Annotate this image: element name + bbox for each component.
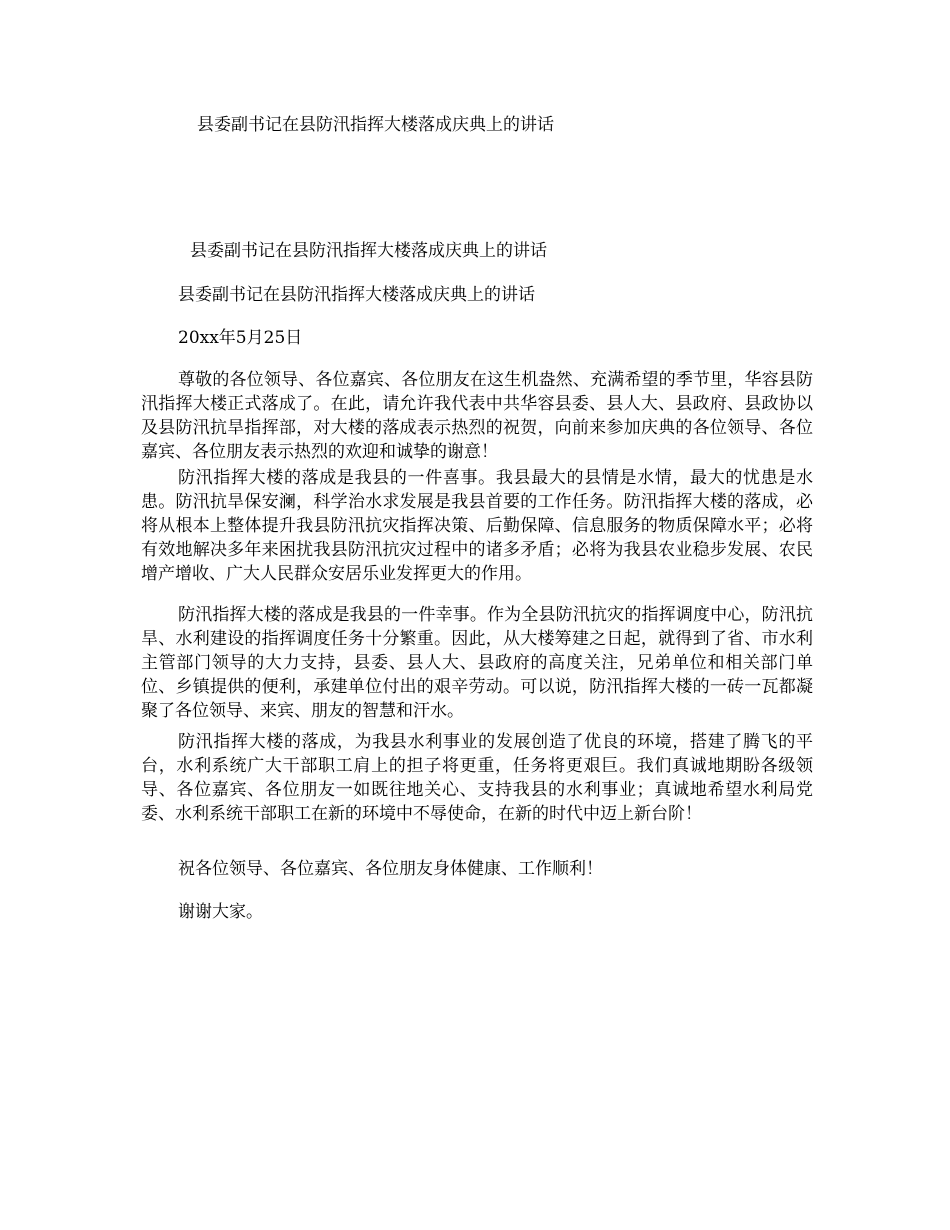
header-title: 县委副书记在县防汛指挥大楼落成庆典上的讲话 xyxy=(197,115,554,135)
paragraph-fortunate-event: 防汛指挥大楼的落成是我县的一件幸事。作为全县防汛抗灾的指挥调度中心，防汛抗旱、水利建设的指挥调度任务十分繁重。因此，从大楼筹建之日起，就得到了省、市水利主管部门领导的大力支持，县委、县人大、县政府的高度关注，兄弟单位和相关部门单位、乡镇提供的便利，承建单位付出的艰辛劳动。可以说，防汛指挥大楼的一砖一瓦都凝聚了各位领导、来宾、朋友的智慧和汗水。 xyxy=(141,605,813,721)
speech-date: 20xx年5月25日 xyxy=(178,328,303,348)
paragraph-future: 防汛指挥大楼的落成，为我县水利事业的发展创造了优良的环境，搭建了腾飞的平台，水利系统广大干部职工肩上的担子将更重，任务将更艰巨。我们真诚地期盼各级领导、各位嘉宾、各位朋友一如既往地关心、支持我县的水利事业；真诚地希望水利局党委、水利系统干部职工在新的环境中不辱使命，在新的时代中迈上新台阶！ xyxy=(141,732,813,824)
speech-subtitle: 县委副书记在县防汛指挥大楼落成庆典上的讲话 xyxy=(178,285,535,305)
paragraph-happy-event: 防汛指挥大楼的落成是我县的一件喜事。我县最大的县情是水情，最大的忧患是水患。防汛抗旱保安澜，科学治水求发展是我县首要的工作任务。防汛指挥大楼的落成，必将从根本上整体提升我县防汛抗灾指挥决策、后勤保障、信息服务的物质保障水平；必将有效地解决多年来困扰我县防汛抗灾过程中的诸多矛盾；必将为我县农业稳步发展、农民增产增收、广大人民群众安居乐业发挥更大的作用。 xyxy=(141,468,813,584)
closing-thanks: 谢谢大家。 xyxy=(178,902,263,922)
speech-title: 县委副书记在县防汛指挥大楼落成庆典上的讲话 xyxy=(190,241,547,261)
closing-wish: 祝各位领导、各位嘉宾、各位朋友身体健康、工作顺利！ xyxy=(178,859,603,879)
paragraph-greeting: 尊敬的各位领导、各位嘉宾、各位朋友在这生机盎然、充满希望的季节里，华容县防汛指挥大楼正式落成了。在此，请允许我代表中共华容县委、县人大、县政府、县政协以及县防汛抗旱指挥部，对大楼的落成表示热烈的祝贺，向前来参加庆典的各位领导、各位嘉宾、各位朋友表示热烈的欢迎和诚挚的谢意！ xyxy=(141,370,813,462)
